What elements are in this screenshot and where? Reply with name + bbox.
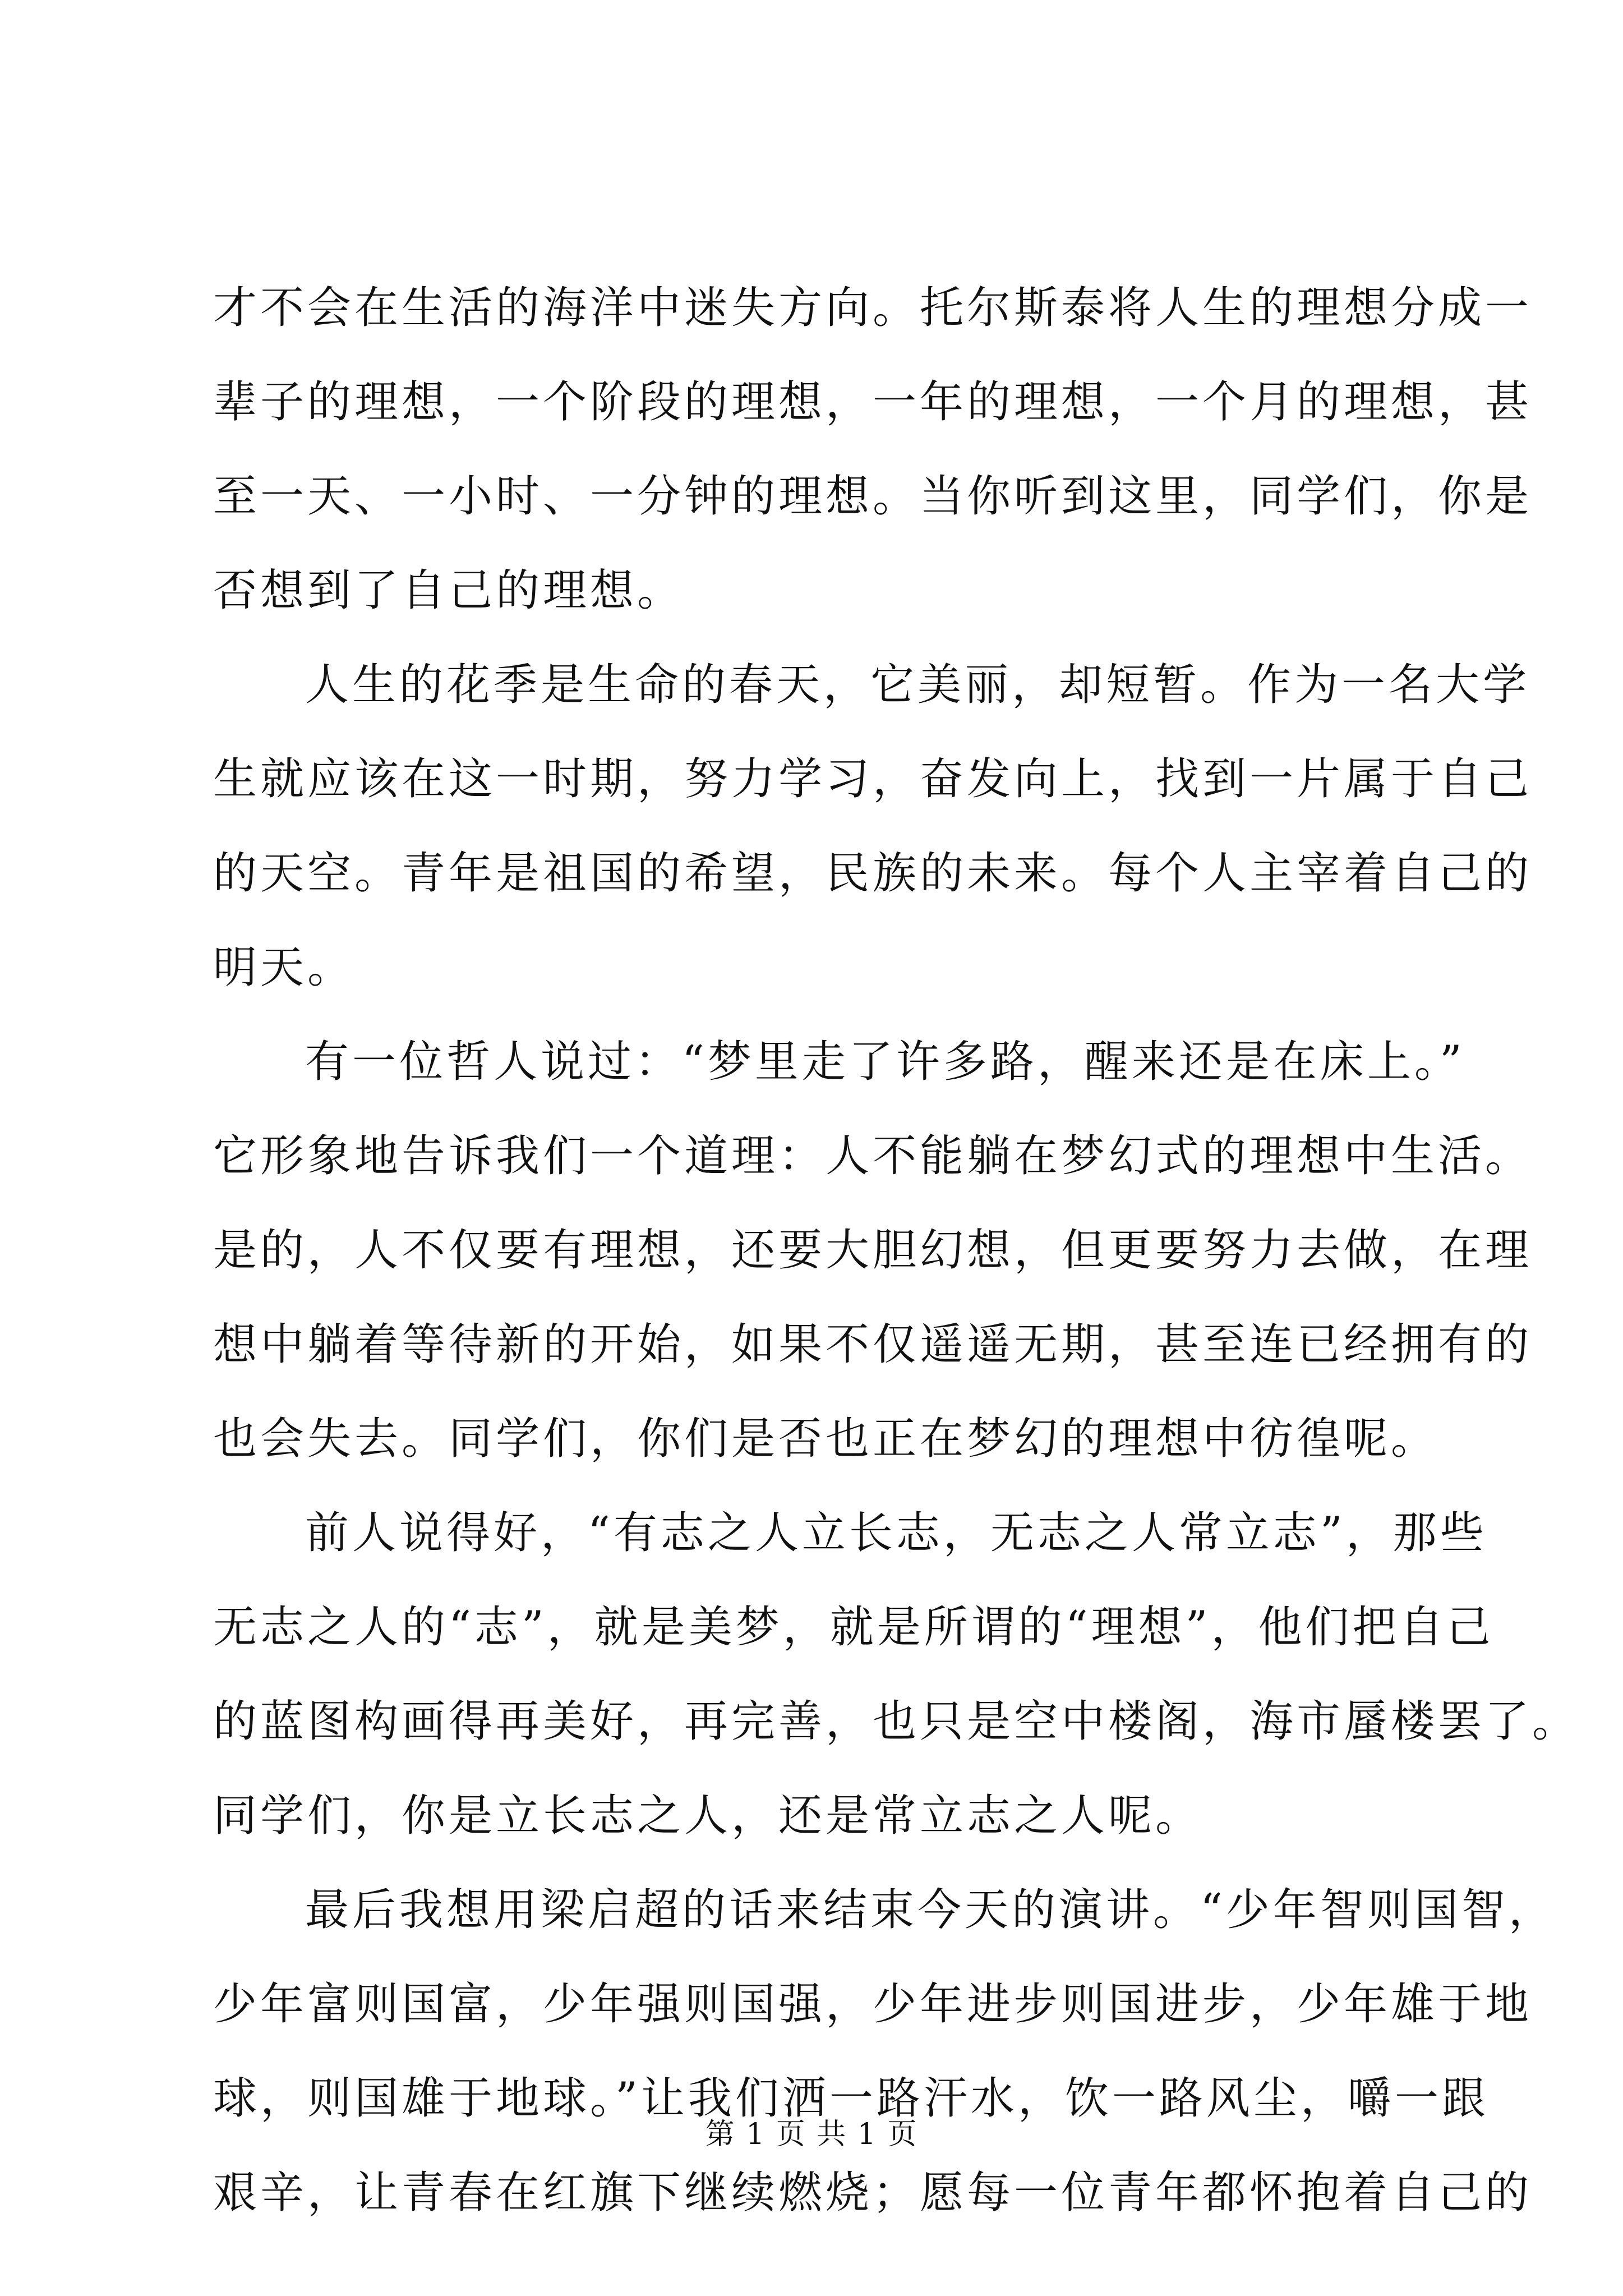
text-line: 明天。 <box>213 942 355 993</box>
text-line: 有一位哲人说过：“梦里走了许多路，醒来还是在床上。” <box>305 1037 1465 1087</box>
text-line: 也会失去。同学们，你们是否也正在梦幻的理想中彷徨呢。 <box>213 1414 1438 1464</box>
text-line: 少年富则国富，少年强则国强，少年进步则国进步，少年雄于地 <box>213 1979 1533 2030</box>
text-line: 是的，人不仅要有理想，还要大胆幻想，但更要努力去做，在理 <box>213 1225 1533 1276</box>
text-line: 至一天、一小时、一分钟的理想。当你听到这里，同学们，你是 <box>213 471 1533 522</box>
text-line: 同学们，你是立长志之人，还是常立志之人呢。 <box>213 1791 1203 1841</box>
text-line: 球，则国雄于地球。”让我们洒一路汗水，饮一路风尘，嚼一跟 <box>213 2073 1489 2124</box>
text-line: 最后我想用梁启超的话来结束今天的演讲。“少年智则国智， <box>305 1885 1556 1935</box>
text-line: 否想到了自己的理想。 <box>213 565 685 616</box>
text-line: 人生的花季是生命的春天，它美丽，却短暂。作为一名大学 <box>305 660 1530 710</box>
text-line: 前人说得好，“有志之人立长志，无志之人常立志”，那些 <box>305 1508 1487 1558</box>
text-line: 的蓝图构画得再美好，再完善，也只是空中楼阁，海市蜃楼罢了。 <box>213 1696 1580 1747</box>
text-line: 艰辛，让青春在红旗下继续燃烧；愿每一位青年都怀抱着自己的 <box>213 2168 1533 2218</box>
text-line: 辈子的理想，一个阶段的理想，一年的理想，一个月的理想，甚 <box>213 377 1533 427</box>
text-line: 无志之人的“志”，就是美梦，就是所谓的“理想”，他们把自己 <box>213 1602 1494 1653</box>
text-line: 才不会在生活的海洋中迷失方向。托尔斯泰将人生的理想分成一 <box>213 283 1533 333</box>
text-line: 它形象地告诉我们一个道理：人不能躺在梦幻式的理想中生活。 <box>213 1131 1533 1181</box>
text-line: 的天空。青年是祖国的希望，民族的未来。每个人主宰着自己的 <box>213 848 1533 899</box>
text-line: 生就应该在这一时期，努力学习，奋发向上，找到一片属于自己 <box>213 754 1533 804</box>
document-body <box>213 261 1580 2240</box>
text-line: 想中躺着等待新的开始，如果不仅遥遥无期，甚至连已经拥有的 <box>213 1319 1533 1370</box>
page-footer: 第 1 页 共 1 页 <box>705 2118 918 2151</box>
